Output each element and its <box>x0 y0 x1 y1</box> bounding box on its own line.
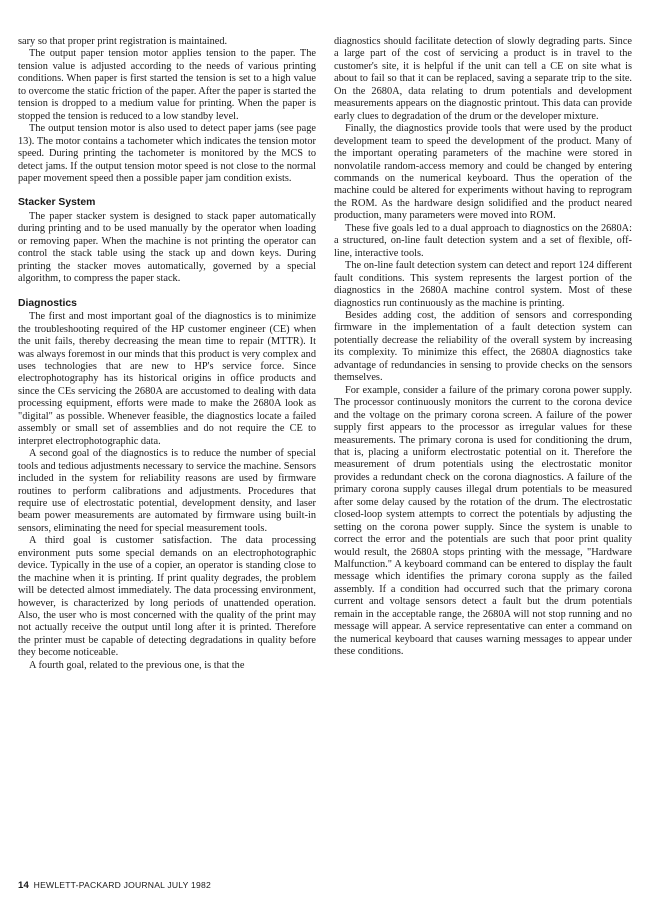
paragraph: The on-line fault detection system can detect and report 124 different fault conditions. This system represents the largest portion of the diagnostics in the 2680A machine control system. Most of these diagnostics run continuously as the machine is printing. <box>334 260 632 309</box>
paragraph: The output paper tension motor applies tension to the paper. The tension value is adjusted according to the needs of various printing conditions. When paper is first started the tension is set to a high value to overcome the static friction of the paper. After the paper is started the tension is dropped to a medium value for printing. When the paper is stopped the tension is reduced to a low standby level. <box>18 48 316 122</box>
journal-title: HEWLETT-PACKARD JOURNAL JULY 1982 <box>33 880 211 890</box>
paragraph: Finally, the diagnostics provide tools that were used by the product development team to speed the development of the product. Many of the important operating parameters of the machine were stored in nonvolatile random-access memory and could be changed by entering commands on the numerical keyboard. Thus the operation of the machine could be altered for experiments without having to reprogram the ROM. As the hardware design solidified and the product neared production, many parameters were moved into ROM. <box>334 123 632 222</box>
section-heading-stacker: Stacker System <box>18 197 96 209</box>
page-number: 14 <box>18 880 30 891</box>
paragraph: Besides adding cost, the addition of sensors and corresponding firmware in the implementation of a fault detection system can potentially decrease the reliability of the overall system by increasing its complexity. To minimize this effect, the 2680A diagnostics take advantage of redundancies in sensing to provide checks on the sensors themselves. <box>334 309 632 384</box>
paragraph: sary so that proper print registration is maintained. <box>18 36 228 47</box>
left-column <box>18 36 316 672</box>
paragraph: diagnostics should facilitate detection of slowly degrading parts. Since a large part of the cost of servicing a product is in travel to the customer's site, it is helpful if the unit can tell a CE on site what is about to fail so that it can be replaced, saving a separate trip to the site. On the 2680A, data relating to drum potentials and development measurements appears on the diagnostic printout. This data can provide early clues to degradation of the drum or the developer mixture. <box>334 36 632 122</box>
paragraph: The paper stacker system is designed to stack paper automatically during printing and to be used manually by the operator when loading or removing paper. When the machine is not printing the operator can control the stack table using the stack up and down keys. During printing the stacker moves automatically, governed by a special algorithm, to compress the paper stack. <box>18 210 316 285</box>
paragraph: A fourth goal, related to the previous one, is that the <box>29 659 245 671</box>
paragraph: A third goal is customer satisfaction. The data processing environment puts some special demands on an electrophotographic device. Typically in the use of a copier, an operator is standing close to the machine when it is printing. If print quality degrades, the problem will be detected almost immediately. The data processing environment, however, is characterized by long periods of unattended operation. Also, the user who is most concerned with the quality of the print may not actually receive the output until long after it is printed. Therefore the printer must be capable of detecting degradations in quality before they become noticeable. <box>18 535 316 659</box>
section-heading-diagnostics: Diagnostics <box>18 297 77 309</box>
paragraph: For example, consider a failure of the primary corona power supply. The processor continuously monitors the current to the corona device and the voltage on the primary corona screen. A failure of the power supply first appears to the processor as irregular values for these measurements. The primary corona is used for conditioning the drum, that is, placing a uniform electrostatic potential on it. Therefore the measurement of drum potentials using the electrostatic monitor provides a redundant check on the corona diagnostics. A failure of the primary corona supply causes illegal drum potentials to be measured after some delay caused by the rotation of the drum. The electrostatic closed-loop system attempts to correct the potentials by adjusting the setting on the corona power supply. Since the system is unable to correct the error and the potentials are such that poor print quality would result, the 2680A stops printing with the message, "Hardware Malfunction." A keyboard command can be entered to display the fault message which identifies the primary corona supply as the failed assembly. If a condition had occurred such that the primary corona current and voltage sensors detect a fault but the drum potentials remain in the acceptable range, the 2680A will not stop running and no message will appear. A service representative can enter a command on the numerical keyboard that causes warning messages to appear under these conditions. <box>334 384 632 658</box>
paragraph: The output tension motor is also used to detect paper jams (see page 13). The motor contains a tachometer which indicates the tension motor speed. During printing the tachometer is monitored by the MCS to detect jams. If the output tension motor speed is not close to the normal paper movement speed then a possible paper jam condition exists. <box>18 123 316 184</box>
right-column <box>334 36 632 659</box>
page-footer <box>18 880 211 891</box>
paragraph: These five goals led to a dual approach to diagnostics on the 2680A: a structured, on-line fault detection system and a set of flexible, off-line, interactive tools. <box>334 222 632 259</box>
paragraph: A second goal of the diagnostics is to reduce the number of special tools and tedious adjustments necessary to service the machine. Sensors included in the system for reliability reasons are used by firmware routines to perform calibrations and adjustments. Procedures that require use of electrostatic potential, development density, and laser beam power measurements are automated by firmware using built-in sensors, eliminating the need for special measurement tools. <box>18 448 316 534</box>
paragraph: The first and most important goal of the diagnostics is to minimize the troubleshooting required of the HP customer engineer (CE) when the unit fails, thereby decreasing the mean time to repair (MTTR). It was always foremost in our minds that this product is very complex and uses technologies that are new to HP's service force. Since electrophotography has its historical origins in office products and since the CEs servicing the 2680A are accustomed to dealing with data processing equipment, efforts were made to make the 2680A look as "digital" as possible. Whenever feasible, the diagnostics locate a failed assembly or small set of assemblies and do not require the CE to interpret electrophotographic data. <box>18 311 316 447</box>
